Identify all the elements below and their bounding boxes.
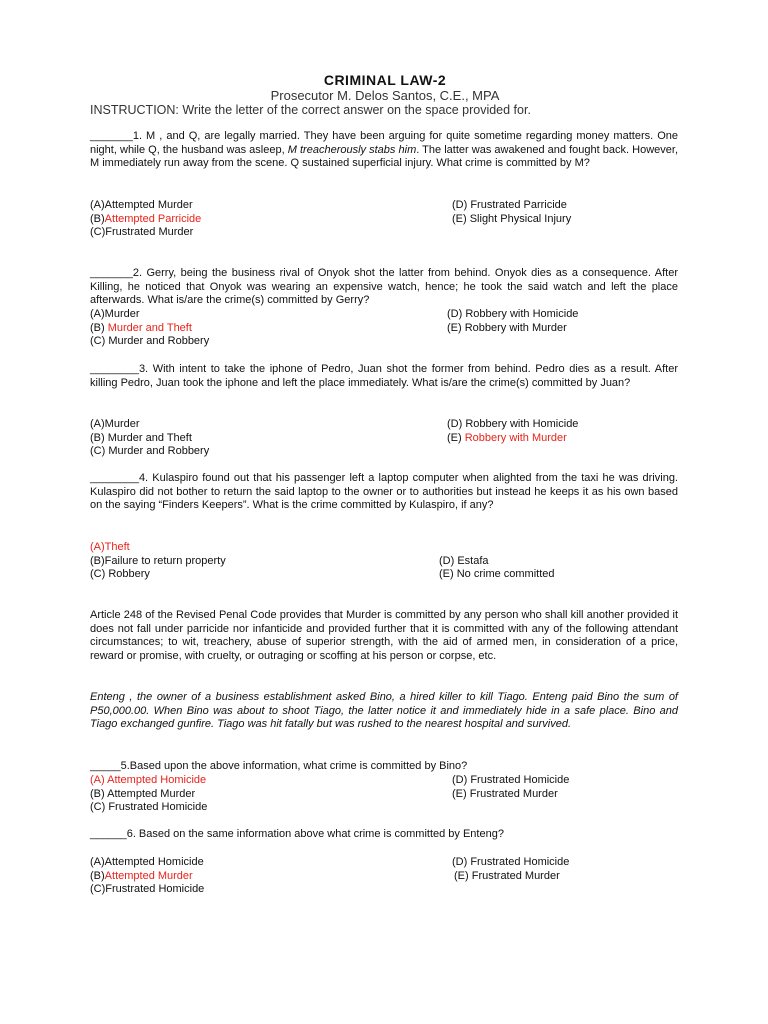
option-a: (A)Attempted Homicide xyxy=(90,856,204,868)
option-a-correct-answer: (A)Theft xyxy=(90,541,130,553)
correct-answer: Murder and Theft xyxy=(107,321,192,334)
option-d: (D) Frustrated Homicide xyxy=(452,774,570,786)
answer-blank: _______ xyxy=(90,130,133,142)
option-a: (A)Attempted Murder xyxy=(90,199,193,211)
option-e: (E) Robbery with Murder xyxy=(447,431,567,444)
page-title: CRIMINAL LAW-2 xyxy=(323,72,447,88)
option-c: (C)Frustrated Homicide xyxy=(90,883,205,896)
question-5: _____5.Based upon the above information, what crime is committed by Bino? xyxy=(90,760,468,772)
option-a-correct-answer: (A) Attempted Homicide xyxy=(90,774,207,786)
option-d: (D) Robbery with Homicide xyxy=(447,418,579,430)
option-d: (D) Robbery with Homicide xyxy=(447,308,579,320)
question-6-options xyxy=(90,856,680,897)
question-6: ______6. Based on the same information above what crime is committed by Enteng? xyxy=(90,828,504,840)
option-e: (E) Slight Physical Injury xyxy=(452,212,572,225)
option-b: (B) Murder and Theft xyxy=(90,431,192,444)
question-4-options xyxy=(90,541,680,582)
option-e: (E) Robbery with Murder xyxy=(447,321,567,334)
question-3-options xyxy=(90,418,680,459)
option-c: (C) Murder and Robbery xyxy=(90,445,210,458)
question-3: ________3. With intent to take the iphone of Pedro, Juan shot the former from behind. Pedro dies as a result. After killing Pedro, Juan took the iphone and left the place immediately. What is/are the crime(s) committed by Juan? xyxy=(90,363,678,389)
option-b: (B) Attempted Murder xyxy=(90,787,196,800)
question-4: ________4. Kulaspiro found out that his passenger left a laptop computer when alighted from the taxi he was driving. Kulaspiro did not bother to return the said laptop to the owner or to authorities but instead he keeps it as his own based on the saying “Finders Keepers”. What is the crime committed by Kulaspiro, if any? xyxy=(90,472,678,512)
instruction: INSTRUCTION: Write the letter of the correct answer on the space provided for. xyxy=(90,103,531,117)
option-d: (D) Estafa xyxy=(439,554,489,567)
option-c: (C) Frustrated Homicide xyxy=(90,801,208,814)
question-2-options xyxy=(90,308,680,349)
option-c: (C)Frustrated Murder xyxy=(90,226,194,239)
correct-answer: Attempted Murder xyxy=(104,869,193,882)
option-b: (B)Attempted Murder xyxy=(90,869,193,882)
page-subtitle: Prosecutor M. Delos Santos, C.E., MPA xyxy=(270,88,500,103)
scenario-paragraph: Enteng , the owner of a business establishment asked Bino, a hired killer to kill Tiago. Enteng paid Bino the sum of P50,000.00. When Bino was about to shoot Tiago, the latter notice it and immediately hide in a safe place. Bino and Tiago exchanged gunfire. Tiago was hit fatally but was rushed to the nearest hospital and survived. xyxy=(90,691,678,731)
option-e: (E) No crime committed xyxy=(439,568,555,581)
option-b: (B) Murder and Theft xyxy=(90,321,192,334)
option-b: (B)Failure to return property xyxy=(90,554,226,567)
option-d: (D) Frustrated Parricide xyxy=(452,199,567,211)
correct-answer: Robbery with Murder xyxy=(464,431,567,444)
option-b: (B)Attempted Parricide xyxy=(90,212,202,225)
option-a: (A)Murder xyxy=(90,308,140,320)
question-5-options xyxy=(90,774,680,815)
question-1-options xyxy=(90,199,680,240)
question-1: _______1. M , and Q, are legally married. They have been arguing for quite sometime regarding money matters. One night, while Q, the husband was asleep, M treacherously stabs him. The latter was awakened and fought back. However, M immediately run away from the scene. Q sustained superficial injury. What crime is committed by M? xyxy=(90,130,678,170)
option-c: (C) Murder and Robbery xyxy=(90,335,210,348)
correct-answer: Attempted Parricide xyxy=(104,212,202,225)
option-d: (D) Frustrated Homicide xyxy=(452,856,570,868)
option-a: (A)Murder xyxy=(90,418,140,430)
option-e: (E) Frustrated Murder xyxy=(454,869,560,882)
article-paragraph: Article 248 of the Revised Penal Code provides that Murder is committed by any person who shall kill another provided it does not fall under parricide nor infanticide and provided further that it is committed with any of the following attendant circumstances; to wit, treachery, abuse of superior strength, with the aid of armed men, in consideration of a price, reward or promise, with cruelty, or outraging or scoffing at his person or corpse, etc. xyxy=(90,609,678,663)
option-e: (E) Frustrated Murder xyxy=(452,787,558,800)
option-c: (C) Robbery xyxy=(90,568,150,581)
question-2: _______2. Gerry, being the business rival of Onyok shot the latter from behind. Onyok dies as a consequence. After Killing, he noticed that Onyok was wearing an expensive watch, hence; he took the said watch and left the place afterwards. What is/are the crime(s) committed by Gerry? xyxy=(90,267,678,307)
